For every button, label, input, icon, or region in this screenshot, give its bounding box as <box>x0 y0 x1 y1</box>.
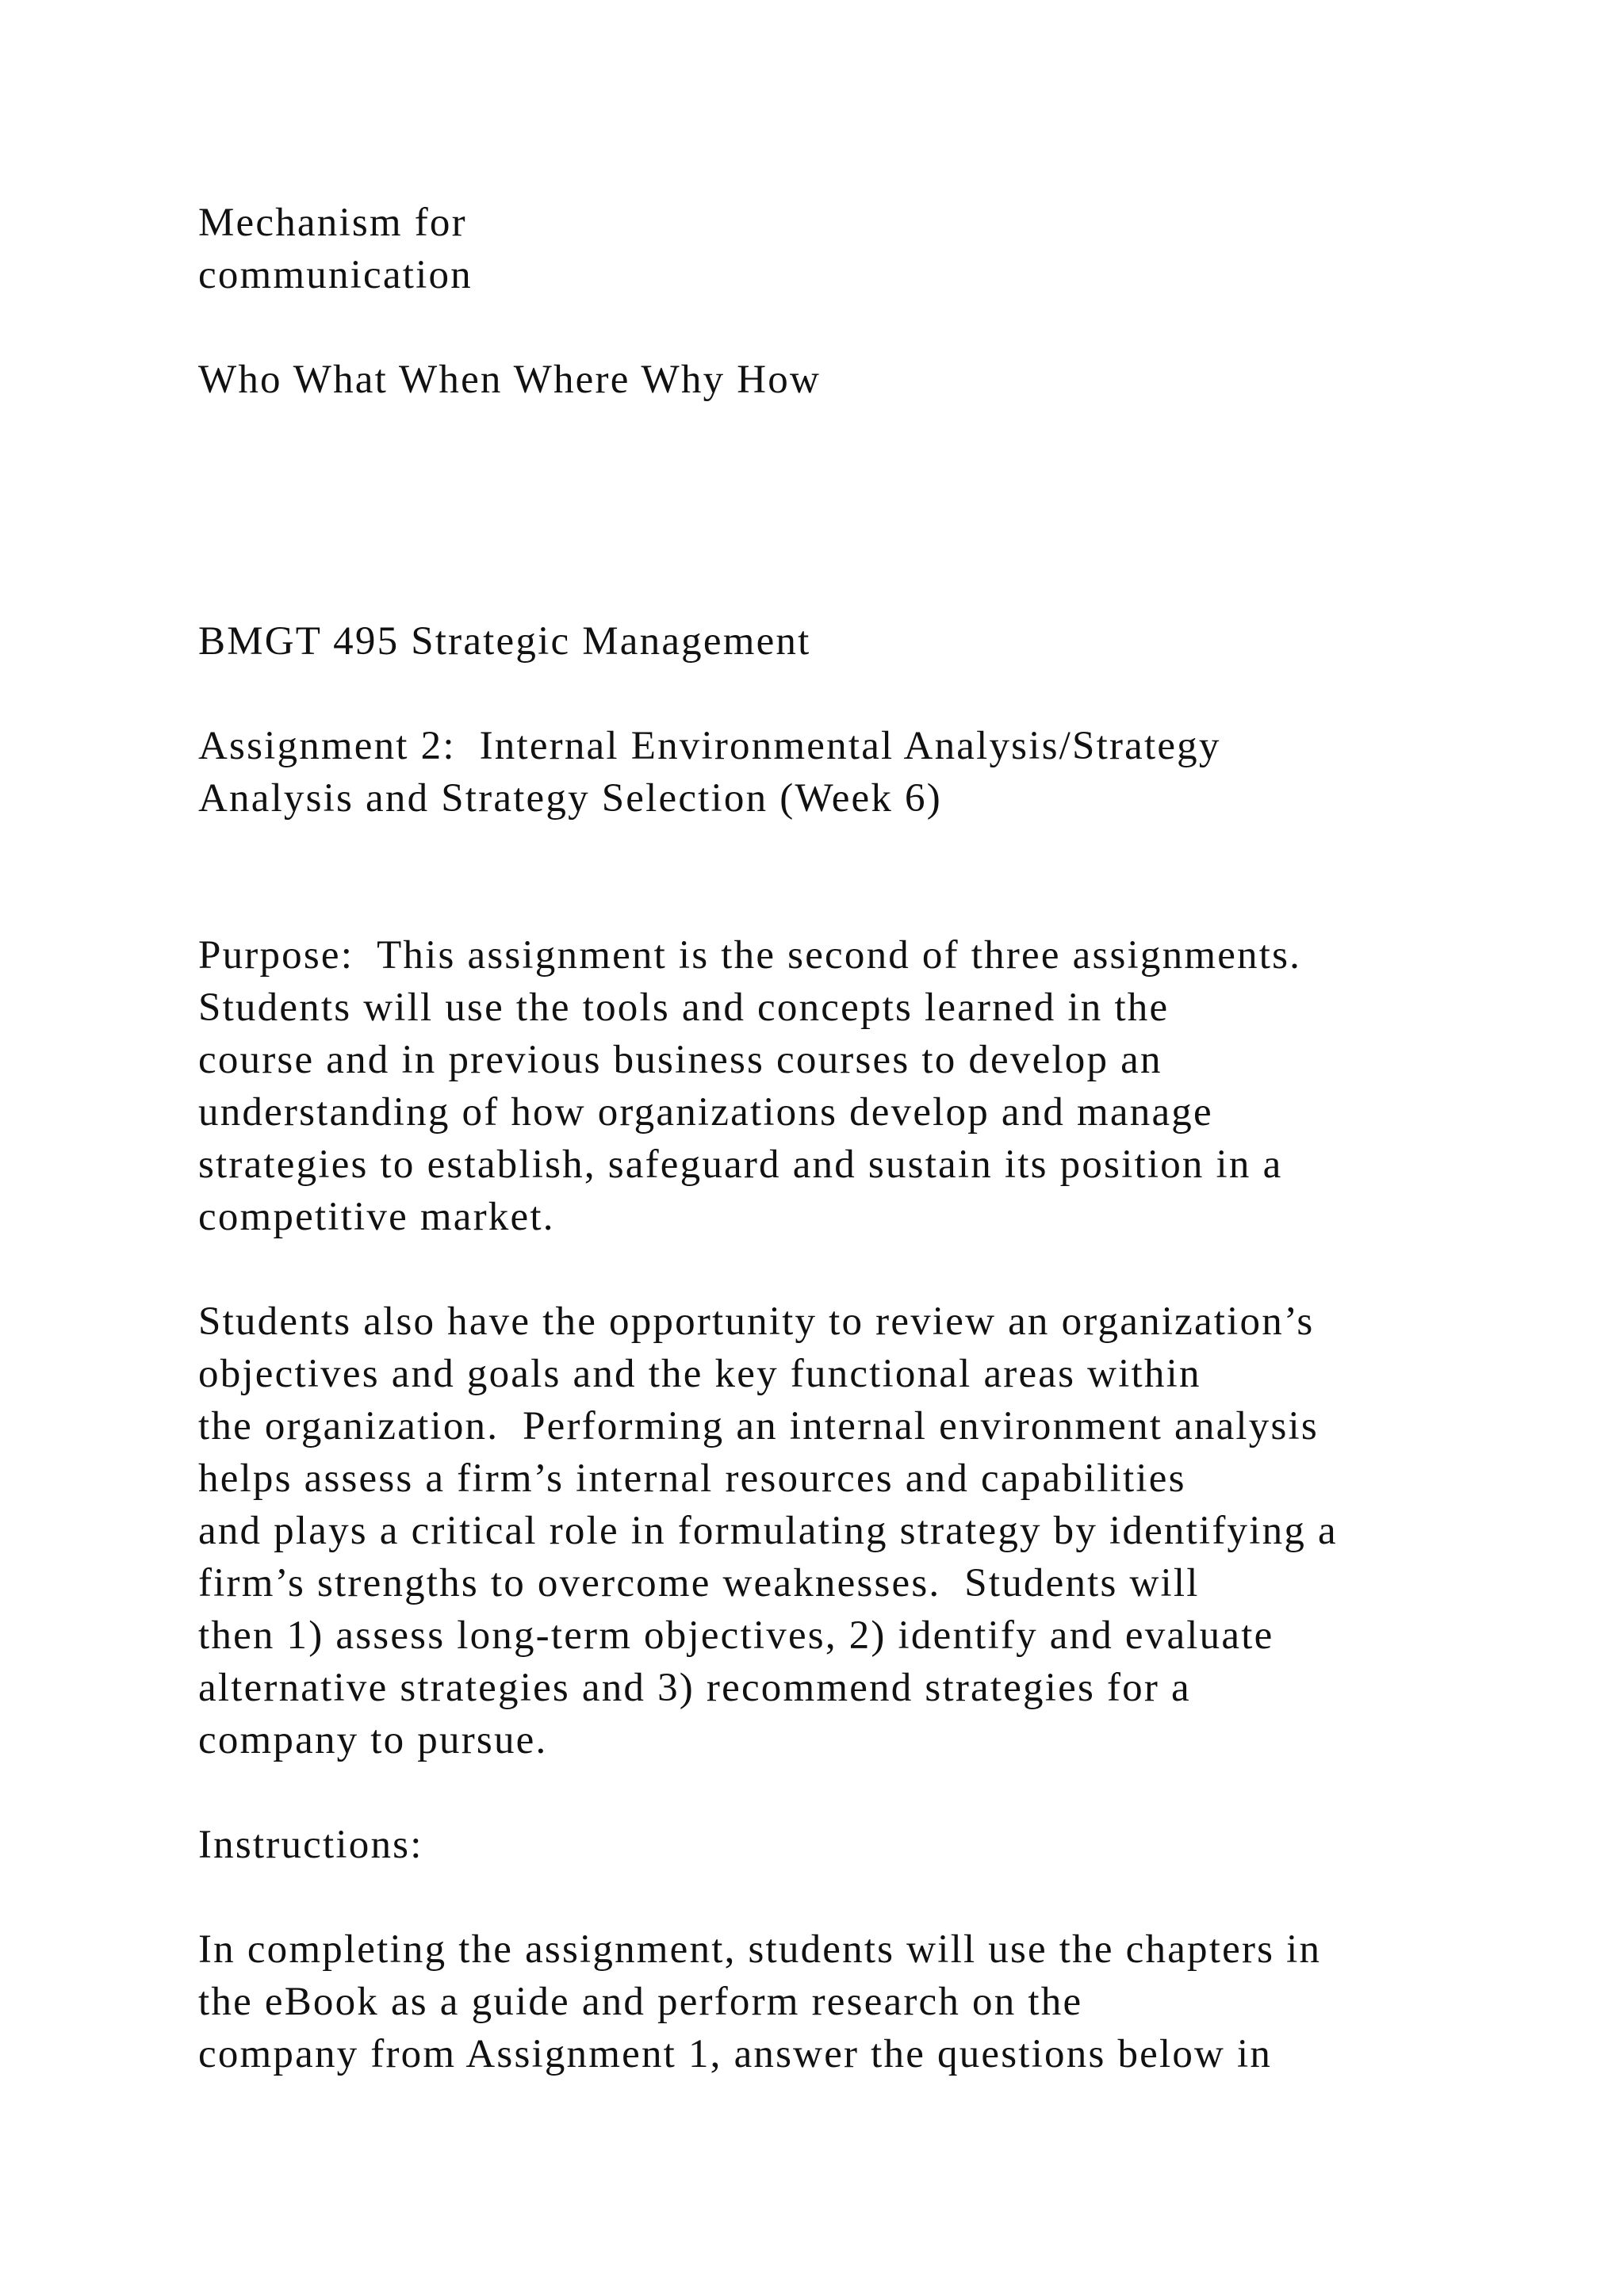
purpose-line-1: Purpose: This assignment is the second of three assignments. <box>198 933 1302 978</box>
purpose-line-4: understanding of how organizations develop and manage <box>198 1090 1213 1135</box>
students-line-3: the organization. Performing an internal environment analysis <box>198 1404 1319 1448</box>
course-title: BMGT 495 Strategic Management <box>198 619 811 664</box>
purpose-line-5: strategies to establish, safeguard and sustain its position in a <box>198 1142 1283 1187</box>
students-line-5: and plays a critical role in formulating strategy by identifying a <box>198 1509 1338 1553</box>
instructions-line-1: In completing the assignment, students will use the chapters in <box>198 1927 1322 1972</box>
instructions-line-2: the eBook as a guide and perform research on the <box>198 1980 1083 2024</box>
purpose-line-3: course and in previous business courses to develop an <box>198 1038 1162 1082</box>
students-line-8: alternative strategies and 3) recommend strategies for a <box>198 1666 1191 1710</box>
students-line-7: then 1) assess long-term objectives, 2) identify and evaluate <box>198 1613 1274 1658</box>
heading-line-2: communication <box>198 253 473 297</box>
students-line-9: company to pursue. <box>198 1718 548 1762</box>
five-w-line: Who What When Where Why How <box>198 358 822 402</box>
assignment-title-line-2: Analysis and Strategy Selection (Week 6) <box>198 776 942 821</box>
instructions-line-3: company from Assignment 1, answer the questions below in <box>198 2032 1273 2076</box>
students-line-2: objectives and goals and the key functional areas within <box>198 1352 1201 1396</box>
students-line-4: helps assess a firm’s internal resources and capabilities <box>198 1456 1186 1501</box>
purpose-line-6: competitive market. <box>198 1195 555 1239</box>
instructions-heading: Instructions: <box>198 1823 423 1867</box>
students-line-1: Students also have the opportunity to review an organization’s <box>198 1299 1315 1344</box>
heading-line-1: Mechanism for <box>198 201 467 245</box>
purpose-line-2: Students will use the tools and concepts learned in the <box>198 985 1170 1030</box>
students-line-6: firm’s strengths to overcome weaknesses. Students will <box>198 1561 1200 1605</box>
assignment-title-line-1: Assignment 2: Internal Environmental Analysis/Strategy <box>198 724 1221 768</box>
